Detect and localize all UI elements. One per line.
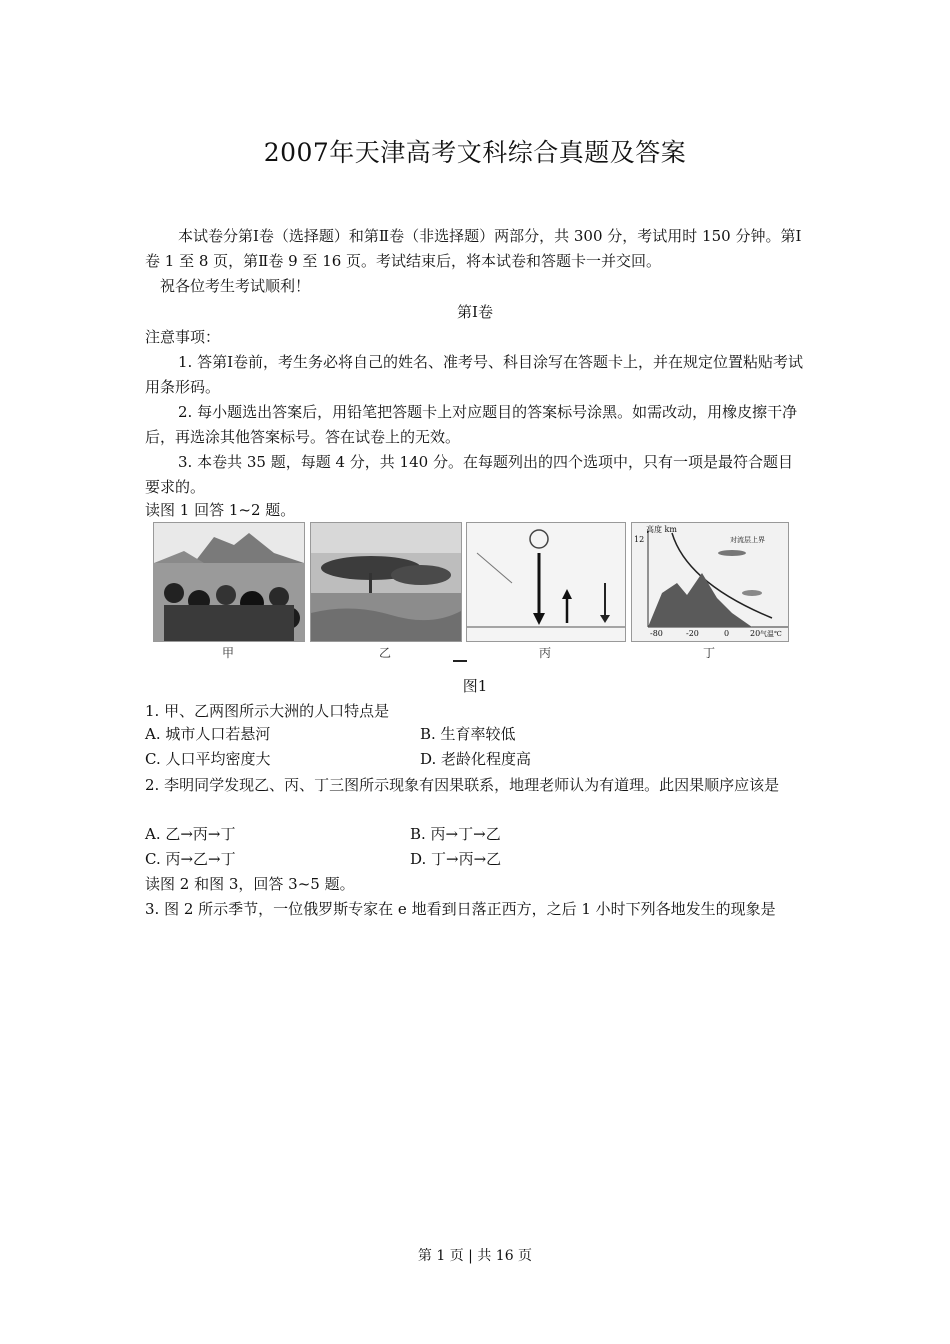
figure-label-ding: 丁 [702,646,715,660]
note-item-3: 3. 本卷共 35 题，每题 4 分，共 140 分。在每题列出的四个选项中，只有一项是最符合题目要求的。 [145,453,793,496]
question-2-stem: 2. 李明同学发现乙、丙、丁三图所示现象有因果联系，地理老师认为有道理。此因果顺序应该是 [145,776,780,794]
question-1-option-c: C. 人口平均密度大 [145,750,271,768]
figure-divider [453,660,467,662]
notes-heading: 注意事项： [145,328,221,346]
figure-label-jia: 甲 [221,646,234,660]
ding-x-tick-2: -20 [686,629,699,638]
question-1-option-a: A. 城市人口若悬河 [145,725,271,743]
question-1-stem: 1. 甲、乙两图所示大洲的人口特点是 [145,702,390,720]
ding-x-tick-4: 20 [750,629,761,638]
question-2-option-c: C. 丙→乙→丁 [145,850,236,868]
question-3-stem: 3. 图 2 所示季节，一位俄罗斯专家在 e 地看到日落正西方，之后 1 小时下列各地发生的现象是 [145,900,776,918]
note-item-2: 2. 每小题选出答案后，用铅笔把答题卡上对应题目的答案标号涂黑。如需改动，用橡皮擦干净后，再选涂其他答案标号。答在试卷上的无效。 [145,403,798,446]
figure-panel-yi [310,522,462,642]
ding-y-unit: 高度 km [646,525,677,534]
question-1-option-b: B. 生育率较低 [420,725,516,743]
ding-y-tick: 12 [634,535,645,544]
figure-1 [153,522,789,662]
read-figure-1-instruction: 读图 1 回答 1~2 题。 [145,501,296,519]
question-1-option-d: D. 老龄化程度高 [420,750,532,768]
page-footer: 第 1 页 | 共 16 页 [417,1248,533,1264]
ding-x-tick-3: 0 [724,629,730,638]
figure-panel-jia [153,522,305,642]
intro-paragraph: 本试卷分第Ⅰ卷（选择题）和第Ⅱ卷（非选择题）两部分，共 300 分，考试用时 150 分钟。第Ⅰ卷 1 至 8 页，第Ⅱ卷 9 至 16 页。考试结束后，将本试卷和答题卡一并交回。 [145,227,802,270]
section-title: 第Ⅰ卷 [457,303,493,321]
ding-note: 对流层上界 [730,536,765,544]
read-figure-2-3-instruction: 读图 2 和图 3，回答 3~5 题。 [145,875,355,893]
ding-x-tick-1: -80 [650,629,663,638]
question-2-option-d: D. 丁→丙→乙 [410,850,502,868]
figure-1-caption: 图1 [462,677,488,695]
figure-label-bing: 丙 [538,646,551,660]
figure-label-yi: 乙 [378,646,391,660]
note-item-1: 1. 答第Ⅰ卷前，考生务必将自己的姓名、准考号、科目涂写在答题卡上，并在规定位置粘贴考试用条形码。 [145,353,804,396]
figure-panel-bing [466,522,626,642]
ding-x-unit: 气温℃ [760,630,782,638]
question-2-option-a: A. 乙→丙→丁 [145,825,236,843]
figure-panel-ding [631,522,789,642]
question-2-option-b: B. 丙→丁→乙 [410,825,501,843]
document-title: 2007年天津高考文科综合真题及答案 [263,138,687,167]
good-luck-line: 祝各位考生考试顺利！ [160,277,311,295]
